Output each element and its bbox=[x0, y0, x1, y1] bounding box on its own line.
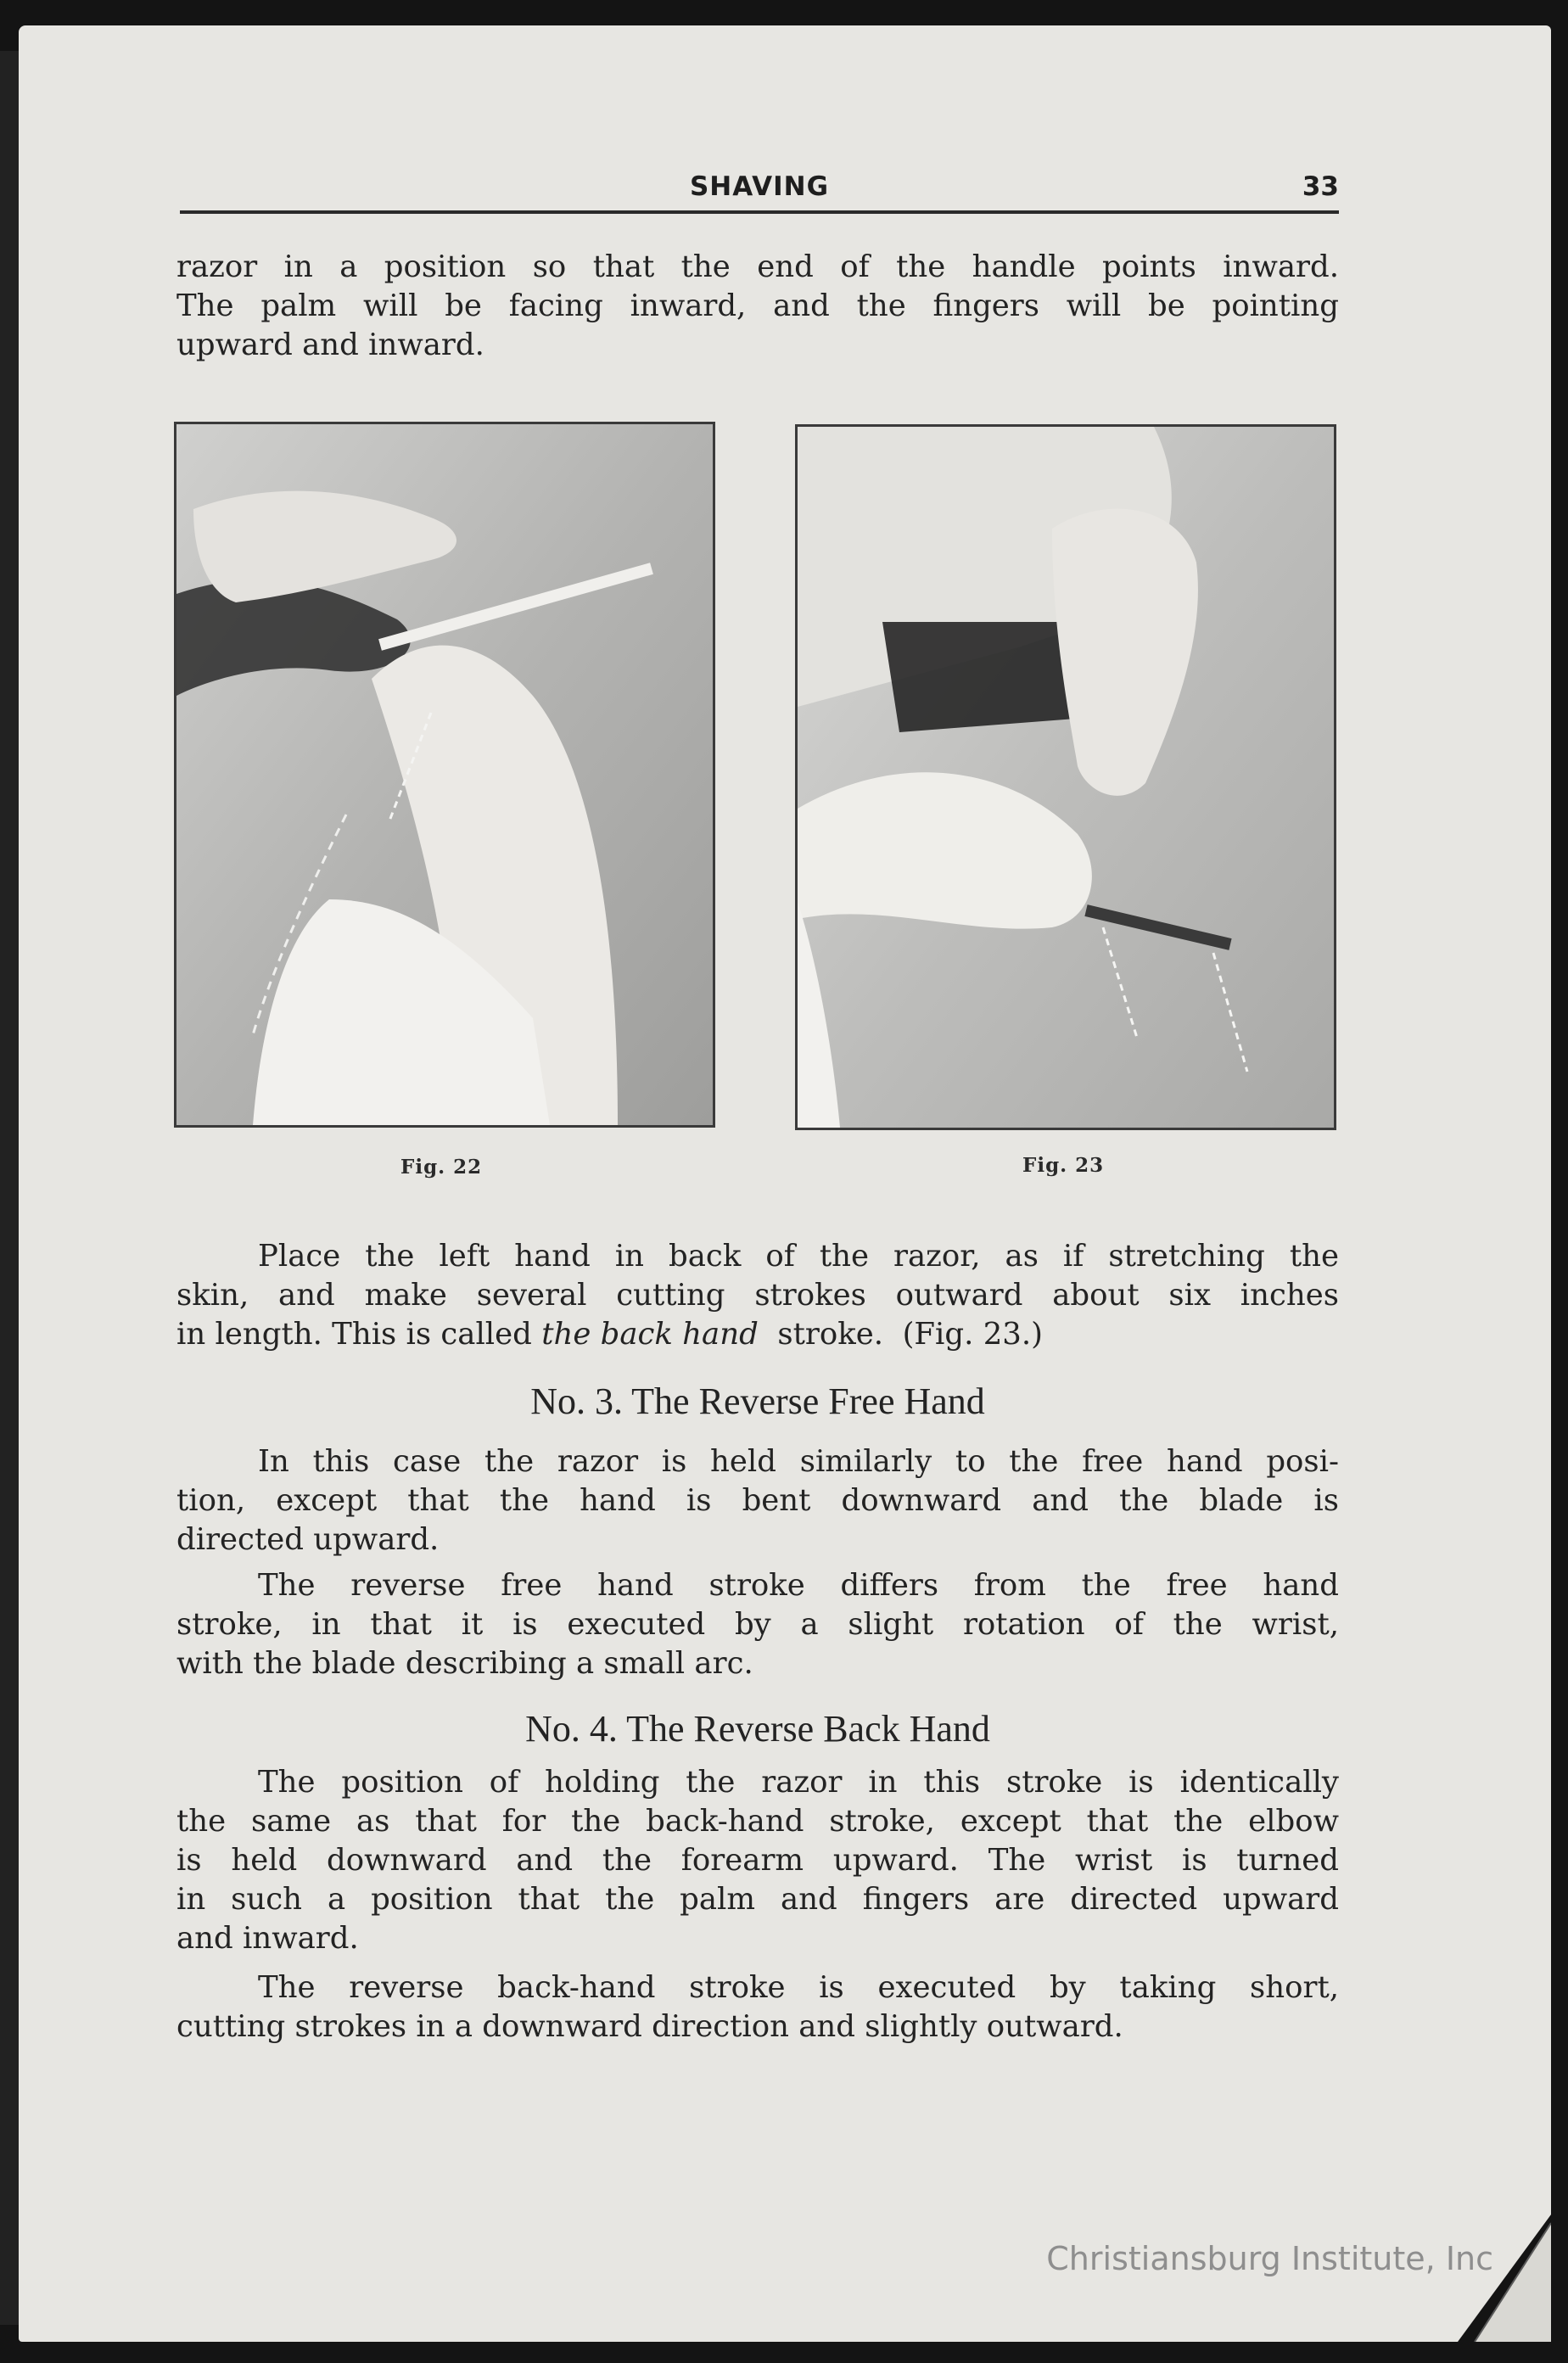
figure-23-caption: Fig. 23 bbox=[1022, 1154, 1105, 1177]
back-hand-line-2: skin, and make several cutting strokes outward about six inches bbox=[176, 1278, 1339, 1313]
back-hand-text-after: stroke. (Fig. 23.) bbox=[758, 1317, 1044, 1352]
back-hand-line-1: Place the left hand in back of the razor, as if stretching the bbox=[258, 1239, 1339, 1274]
section-4-para-1-line-5: and inward. bbox=[176, 1921, 359, 1956]
section-4-para-1-line-2: the same as that for the back-hand stroke, except that the elbow bbox=[176, 1804, 1339, 1839]
figure-22-photo bbox=[174, 422, 715, 1128]
watermark-text: Christiansburg Institute, Inc bbox=[1046, 2240, 1493, 2277]
section-3-heading: No. 3. The Reverse Free Hand bbox=[530, 1380, 985, 1422]
intro-line-2: The palm will be facing inward, and the fingers will be pointing bbox=[176, 288, 1339, 323]
section-4-heading: No. 4. The Reverse Back Hand bbox=[525, 1708, 990, 1750]
section-3-para-1-line-2: tion, except that the hand is bent downward and the blade is bbox=[176, 1483, 1339, 1518]
section-3-para-1-line-3: directed upward. bbox=[176, 1522, 440, 1557]
intro-line-3: upward and inward. bbox=[176, 328, 484, 362]
page-number: 33 bbox=[1302, 171, 1339, 202]
header-title: SHAVING bbox=[689, 171, 830, 202]
book-spine-edge bbox=[0, 51, 19, 2325]
section-3-para-2-line-3: with the blade describing a small arc. bbox=[176, 1646, 753, 1681]
figure-23-photo bbox=[795, 424, 1336, 1130]
section-4-para-1-line-1: The position of holding the razor in this stroke is identically bbox=[258, 1765, 1339, 1800]
section-3-para-1-line-1: In this case the razor is held similarly to the free hand posi- bbox=[258, 1444, 1339, 1479]
section-3-para-2-line-2: stroke, in that it is executed by a slight rotation of the wrist, bbox=[176, 1607, 1339, 1642]
figure-23-illustration bbox=[798, 427, 1334, 1128]
section-4-para-1-line-4: in such a position that the palm and fingers are directed upward bbox=[176, 1882, 1339, 1917]
section-3-para-2-line-1: The reverse free hand stroke differs from the free hand bbox=[258, 1568, 1339, 1603]
section-4-para-1-line-3: is held downward and the forearm upward. The wrist is turned bbox=[176, 1843, 1339, 1878]
back-hand-text-before: in length. This is called bbox=[176, 1317, 542, 1352]
figure-22-illustration bbox=[176, 424, 713, 1125]
intro-line-1: razor in a position so that the end of the handle points inward. bbox=[176, 249, 1339, 284]
back-hand-emphasis: the back hand bbox=[541, 1317, 759, 1352]
back-hand-line-3 bbox=[176, 1315, 1339, 1354]
section-4-para-2-line-1: The reverse back-hand stroke is executed by taking short, bbox=[258, 1970, 1339, 2005]
figure-22-caption: Fig. 22 bbox=[400, 1156, 483, 1179]
running-header bbox=[180, 166, 1339, 214]
page-corner-fold bbox=[1458, 2215, 1551, 2342]
section-4-para-2-line-2: cutting strokes in a downward direction and slightly outward. bbox=[176, 2009, 1123, 2044]
